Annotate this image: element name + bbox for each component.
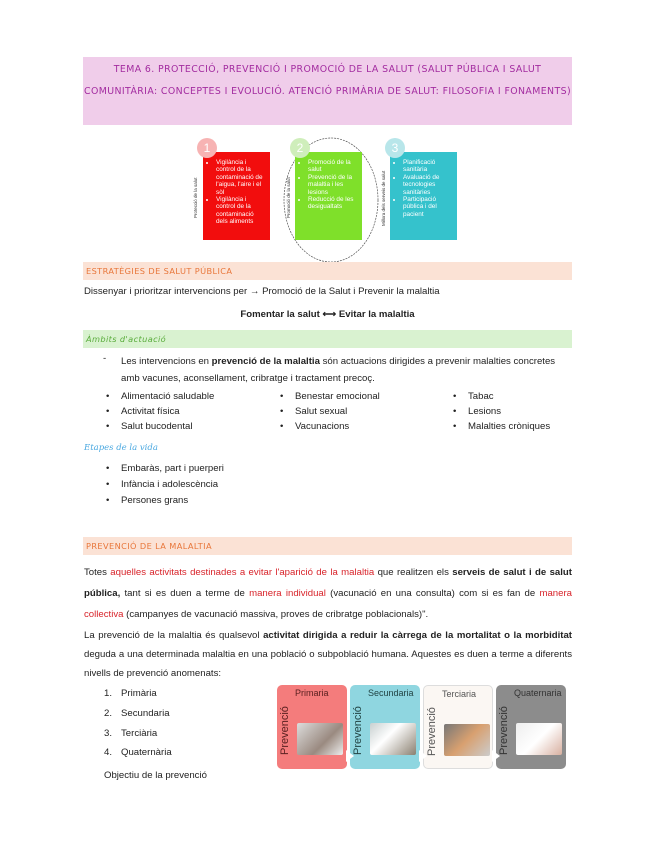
prevention-paragraph-2: La prevenció de la malaltia és qualsevol activitat dirigida a reduir la càrrega de la mortalitat o la morbiditat deguda a una determinada malaltia en una població o subpoblació humana. Aquestes es duen a terme a diferents nivells de prevenció anomenats:	[84, 630, 572, 679]
diagram-number-3: 3	[385, 138, 405, 158]
diagram-number-2: 2	[290, 138, 310, 158]
diagram-box-2: • Promoció de la salut • Prevenció de la malaltia i les lesions • Reducció de les desigualtats	[295, 152, 362, 240]
strategies-centered: Fomentar la salut ⟷ Evitar la malaltia	[240, 309, 415, 320]
list-item: Primària	[121, 688, 157, 699]
photo-image	[370, 723, 416, 755]
subheading-ambits: Àmbits d'actuació	[83, 330, 572, 348]
list-item: • Salut sexual	[280, 406, 348, 417]
dash-bullet: -	[103, 353, 107, 364]
diagram-number-1: 1	[197, 138, 217, 158]
diagram-side-label-2: Promoció de la salut	[286, 177, 291, 218]
arrow-icon	[419, 750, 427, 762]
diagram-box-1: • Vigilància i control de la contaminació de l'aigua, l'aire i el sòl • Vigilància i control de la contaminació dels aliments	[203, 152, 270, 240]
photo-image	[516, 723, 562, 755]
list-item: Terciària	[121, 728, 158, 739]
list-item: • Tabac	[453, 391, 494, 402]
diagram-box-3: • Planificació sanitària • Avaluació de tecnologies sanitàries • Participació pública i del pacient	[390, 152, 457, 240]
diagram-side-label-3: Millora dels serveis de salut	[381, 170, 386, 226]
photo-image	[444, 724, 490, 756]
list-item: • Benestar emocional	[280, 391, 380, 402]
prevention-card-primary: Prevenció Primaria	[277, 685, 347, 769]
arrow-icon	[346, 750, 354, 762]
list-item: • Alimentació saludable	[106, 391, 215, 402]
prevention-card-secondary: Prevenció Secundaria	[350, 685, 420, 769]
list-item: Quaternària	[121, 747, 172, 758]
list-item: • Activitat física	[106, 406, 180, 417]
photo-image	[297, 723, 343, 755]
prevention-objective: Objectiu de la prevenció	[104, 770, 207, 781]
strategies-line: Dissenyar i prioritzar intervencions per → Promoció de la Salut i Prevenir la malaltia	[84, 286, 440, 297]
dash-paragraph: Les intervencions en prevenció de la malaltia són actuacions dirigides a prevenir malalties concretes amb vacunes, aconsellament, cribratge i tractament precoç.	[121, 356, 556, 384]
arrow-icon	[492, 750, 500, 762]
diagram-side-label-1: Protecció de la salut	[193, 177, 198, 218]
list-item: • Embaràs, part i puerperi	[106, 463, 224, 474]
list-item: Secundaria	[121, 708, 170, 719]
document-page: TEMA 6. PROTECCIÓ, PREVENCIÓ I PROMOCIÓ DE LA SALUT (SALUT PÚBLICA I SALUT COMUNITÀRIA: CONCEPTES I EVOLUCIÓ. ATENCIÓ PRIMÀRIA DE SALUT: FILOSOFIA I FONAMENTS) • Vigilància i control de la contaminació de l'aigua, l'aire i el sòl • Vigilància i control de la contaminació dels aliments • Promoció de la salut • Prevenció de la malaltia i les lesions • Reducció de les desigualtats • Planificació sanitària • Avaluació de tecnologies sanitàries • Participació pública i del pacient 1 2 3 Protecció de la salut Promoció de la salut Millora dels serveis de salut ESTRATÈGIES DE SALUT PÚBLICA Dissenyar i prioritzar intervencions per → Promoció de la Salut i Prevenir la malaltia Fomentar la salut ⟷ Evitar la malaltia Àmbits d'actuació - Les intervencions en prevenció de la malaltia són actuacions dirigides a prevenir malalties concretes amb vacunes, aconsellament, cribratge i tractament precoç. • Alimentació saludable • Activitat física • Salut bucodental • Benestar emocional • Salut sexual • Vacunacions • Tabac • Lesions • Malalties cròniques Etapes de la vida • Embaràs, part i puerperi • Infància i adolescència • Persones grans PREVENCIÓ DE LA MALALTIA Totes aquelles activitats destinades a evitar l'aparició de la malaltia que realitzen els serveis de salut i de salut pública, tant si es duen a terme de manera individual (vacunació en una consulta) com si es fan de manera collectiva (campanyes de vacunació massiva, proves de cribratge poblacionals)". La prevenció de la malaltia és qualsevol activitat dirigida a reduir la càrrega de la mortalitat o la morbiditat deguda a una determinada malaltia en una població o subpoblació humana. Aquestes es duen a terme a diferents nivells de prevenció anomenats: 1. Primària 2. Secundaria 3. Terciària 4. Quaternària Objectiu de la prevenció Prevenció Primaria Prevenció Secundaria Prevenció Terciaria Prevenció Quaternaria	[0, 0, 655, 848]
section-heading-prevention: PREVENCIÓ DE LA MALALTIA	[83, 537, 572, 555]
list-item: • Lesions	[453, 406, 502, 417]
list-item: • Salut bucodental	[106, 421, 193, 432]
list-item: • Persones grans	[106, 495, 189, 506]
subheading-life-stages: Etapes de la vida	[84, 443, 158, 453]
page-title: TEMA 6. PROTECCIÓ, PREVENCIÓ I PROMOCIÓ DE LA SALUT (SALUT PÚBLICA I SALUT COMUNITÀRIA: CONCEPTES I EVOLUCIÓ. ATENCIÓ PRIMÀRIA DE SALUT: FILOSOFIA I FONAMENTS)	[83, 57, 572, 125]
prevention-paragraph-1: Totes aquelles activitats destinades a evitar l'aparició de la malaltia que realitzen els serveis de salut i de salut pública, tant si es duen a terme de manera individual (vacunació en una consulta) com si es fan de manera collectiva (campanyes de vacunació massiva, proves de cribratge poblacionals)".	[84, 567, 573, 620]
prevention-card-tertiary: Prevenció Terciaria	[423, 685, 493, 769]
list-item: • Infància i adolescència	[106, 479, 219, 490]
list-item: • Vacunacions	[280, 421, 350, 432]
list-item: • Malalties cròniques	[453, 421, 551, 432]
section-heading-strategies: ESTRATÈGIES DE SALUT PÚBLICA	[83, 262, 572, 280]
prevention-card-quaternary: Prevenció Quaternaria	[496, 685, 566, 769]
